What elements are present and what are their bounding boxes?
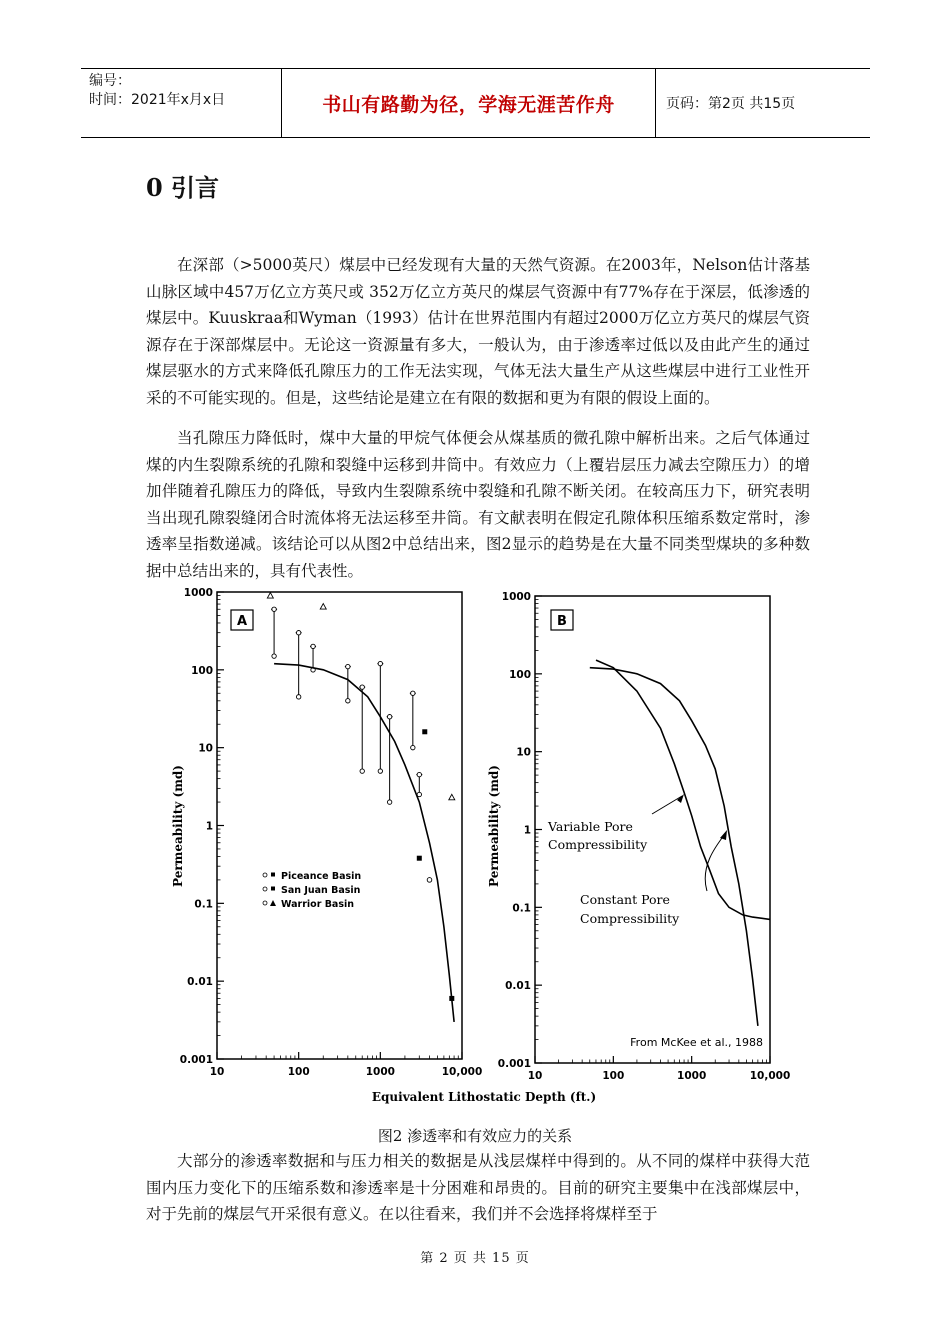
paragraph-text: 当孔隙压力降低时，煤中大量的甲烷气体便会从煤基质的微孔隙中解析出来。之后气体通过煤的内生裂隙系统的孔隙和裂缝中运移到井筒中。有效应力（上覆岩层压力减去空隙压力）的增加伴随着孔隙压力的降低，导致内生裂隙系统中裂缝和孔隙不断关闭。在较高压力下，研究表明当出现孔隙裂缝闭合时流体将无法运移至井筒。有文献表明在假定孔隙体积压缩系数定常时，渗透率呈指数递减。该结论可以从图2中总结出来，图2显示的趋势是在大量不同类型煤块的多种数据中总结出来的，具有代表性。 xyxy=(146,429,810,580)
data-point-triangle xyxy=(320,604,326,610)
panel-b-y-tick-label: 1000 xyxy=(501,591,531,603)
data-point-high xyxy=(360,685,364,689)
data-point-high xyxy=(378,661,382,665)
figure-2 xyxy=(160,582,800,1107)
data-point-low xyxy=(360,769,364,773)
paragraph-2 xyxy=(146,425,810,584)
figure-caption: 图2 渗透率和有效应力的关系 xyxy=(377,1127,573,1145)
paragraph-1 xyxy=(146,252,810,411)
annotation-constant-pore-line2: Compressibility xyxy=(580,911,680,926)
panel-a-plot xyxy=(180,587,482,1078)
panel-a-y-tick-label: 1000 xyxy=(183,587,213,599)
legend-entry: Piceance Basin xyxy=(281,871,362,882)
panel-b-y-tick-label: 0.001 xyxy=(497,1058,531,1070)
panel-b-y-tick-label: 1 xyxy=(523,824,531,837)
annotation-variable-pore: Variable Pore xyxy=(548,819,633,834)
data-point-low xyxy=(346,699,350,703)
data-point-low xyxy=(387,800,391,804)
legend-marker-triangle xyxy=(270,900,276,906)
header-info-cell xyxy=(81,69,282,137)
data-point-high xyxy=(272,607,276,611)
panel-a-x-tick-label: 10 xyxy=(209,1066,225,1078)
legend-marker-filled xyxy=(271,887,275,891)
data-point-high xyxy=(346,664,350,668)
data-point-high xyxy=(387,714,391,718)
legend-marker-filled xyxy=(271,873,275,877)
panel-b-y-tick-label: 100 xyxy=(509,668,531,681)
panel-a-y-tick-label: 100 xyxy=(191,664,213,677)
figure-source-note: From McKee et al., 1988 xyxy=(630,1036,763,1049)
panel-b-label: B xyxy=(557,614,567,629)
x-axis-label: Equivalent Lithostatic Depth (ft.) xyxy=(371,1090,597,1104)
series-line-1 xyxy=(596,660,770,919)
paragraph-text: 大部分的渗透率数据和与压力相关的数据是从浅层煤样中得到的。从不同的煤样中获得大范围内压力变化下的压缩系数和渗透率是十分困难和昂贵的。目前的研究主要集中在浅部煤层中，对于先前的煤层气开采很有意义。在以往看来，我们并不会选择将煤样至于 xyxy=(146,1152,810,1223)
data-point-high xyxy=(311,644,315,648)
data-point-high xyxy=(417,772,421,776)
panel-a-label: A xyxy=(236,614,248,629)
panel-a-y-tick-label: 1 xyxy=(205,820,213,833)
section-title: 0 引言 xyxy=(146,173,220,202)
legend-marker-open xyxy=(263,887,267,891)
panel-a-x-tick-label: 100 xyxy=(287,1066,310,1078)
document-header xyxy=(81,68,870,138)
panel-b-x-tick-label: 1000 xyxy=(677,1070,707,1082)
legend-marker-open xyxy=(263,873,267,877)
data-point-filled xyxy=(417,856,422,861)
header-page-number: 页码：第2页 共15页 xyxy=(666,96,796,112)
panel-a-x-tick-label: 10,000 xyxy=(441,1066,483,1078)
page-footer: 第 2 页 共 15 页 xyxy=(420,1251,530,1266)
panel-a-y-tick-label: 0.1 xyxy=(194,898,213,911)
panel-b-y-tick-label: 0.1 xyxy=(512,902,531,915)
panel-b-y-tick-label: 10 xyxy=(516,746,531,759)
data-point-low xyxy=(411,745,415,749)
trend-curve xyxy=(274,664,454,1022)
legend-entry: San Juan Basin xyxy=(281,885,361,896)
header-motto: 书山有路勤为径，学海无涯苦作舟 xyxy=(282,69,656,137)
permeability-charts xyxy=(160,582,800,1107)
panel-b-y-tick-label: 0.01 xyxy=(505,980,531,993)
panel-a-x-tick-label: 1000 xyxy=(365,1066,395,1078)
annotation-variable-pore-line2: Compressibility xyxy=(548,837,648,852)
data-point-open xyxy=(427,878,432,883)
header-date: 时间：2021年x月x日 xyxy=(89,92,226,108)
panel-b-x-tick-label: 10,000 xyxy=(749,1070,791,1082)
data-point-high xyxy=(411,691,415,695)
paragraph-3 xyxy=(146,1148,810,1228)
data-point-high xyxy=(296,630,300,634)
data-point-low xyxy=(272,654,276,658)
data-point-low xyxy=(378,769,382,773)
annotation-arrow-variable xyxy=(652,796,682,814)
header-number: 编号： xyxy=(89,73,131,89)
panel-a-y-tick-label: 10 xyxy=(198,742,213,755)
panel-b-x-tick-label: 100 xyxy=(602,1070,625,1082)
panel-b-x-tick-label: 10 xyxy=(527,1070,543,1082)
data-point-low xyxy=(296,695,300,699)
panel-a-y-tick-label: 0.01 xyxy=(187,976,213,989)
data-point-triangle xyxy=(267,593,273,599)
panel-a-legend xyxy=(263,871,361,910)
panel-a-y-axis-label: Permeability (md) xyxy=(171,765,185,887)
panel-a-y-tick-label: 0.001 xyxy=(179,1054,213,1066)
data-point-triangle xyxy=(449,794,455,800)
legend-entry: Warrior Basin xyxy=(281,899,355,910)
data-point-filled xyxy=(422,729,427,734)
paragraph-text: 在深部（>5000英尺）煤层中已经发现有大量的天然气资源。在2003年，Nelson估计落基山脉区域中457万亿立方英尺或 352万亿立方英尺的煤层气资源中有77%存在于深层，低渗透的煤层中。Kuuskraa和Wyman（1993）估计在世界范围内有超过2000万亿立方英尺的煤层气资源存在于深部煤层中。无论这一资源量有多大，一般认为，由于渗透率过低以及由此产生的通过煤层驱水的方式来降低孔隙压力的工作无法实现，气体无法大量生产从这些煤层中进行工业性开采的不可能实现的。但是，这些结论是建立在有限的数据和更为有限的假设上面的。 xyxy=(146,256,810,407)
legend-marker-open xyxy=(263,901,267,905)
panel-b-y-axis-label: Permeability (md) xyxy=(487,765,501,887)
annotation-constant-pore: Constant Pore xyxy=(580,892,670,907)
